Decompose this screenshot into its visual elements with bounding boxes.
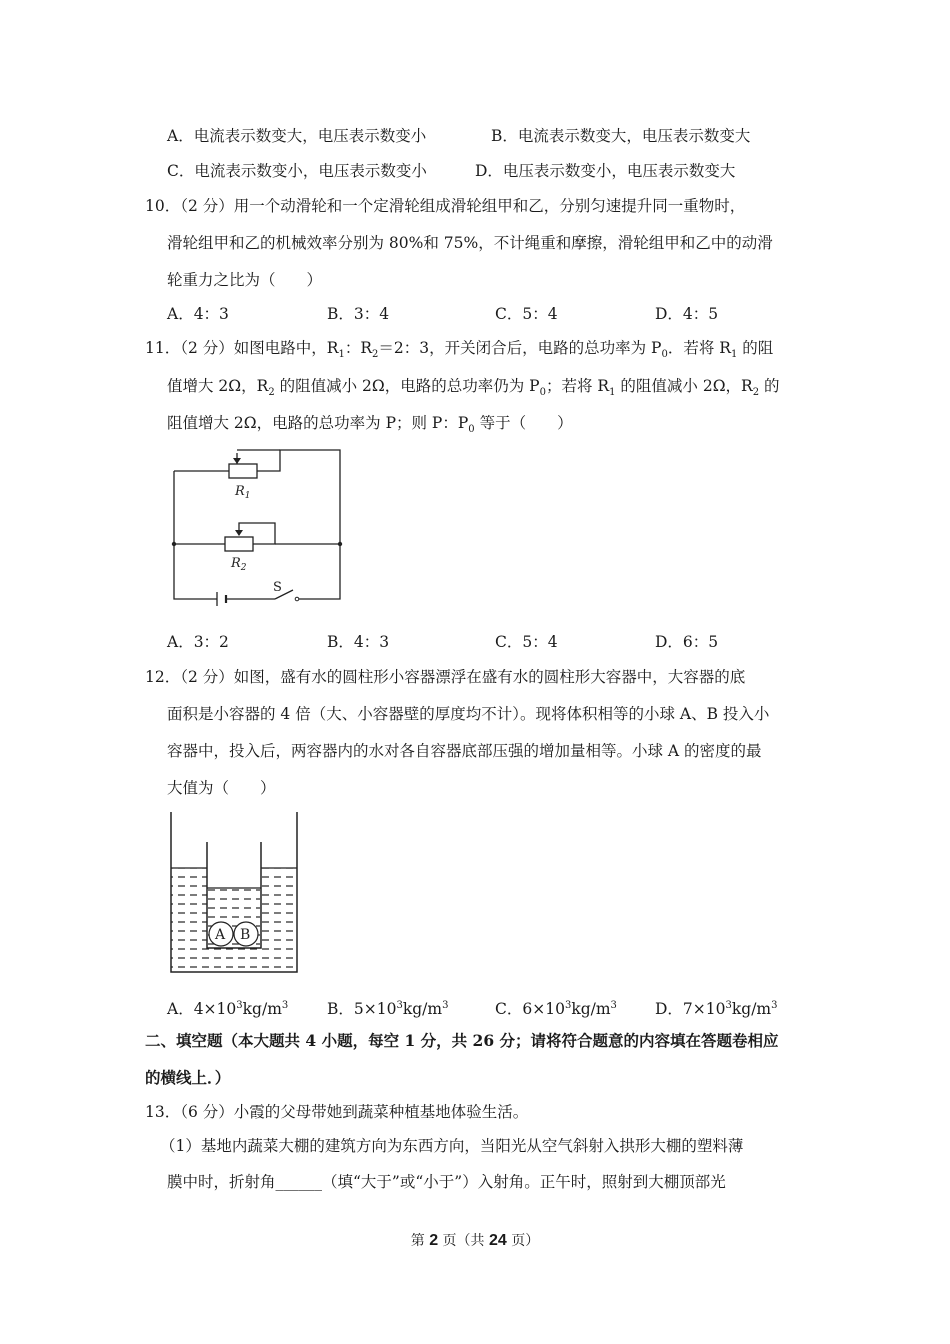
q12-line-1: 12．（2 分）如图，盛有水的圆柱形小容器漂浮在盛有水的圆柱形大容器中，大容器的底 (145, 668, 746, 686)
q11-option-c: C．5：4 (495, 633, 558, 651)
switch-label: S (273, 580, 282, 595)
q13-line-2: （1）基地内蔬菜大棚的建筑方向为东西方向，当阳光从空气斜射入拱形大棚的塑料薄 (160, 1137, 744, 1155)
circuit-diagram (165, 445, 355, 610)
q10-option-d: D．4：5 (655, 305, 719, 323)
ball-a-label: A (215, 927, 226, 943)
q9-option-c: C．电流表示数变小，电压表示数变小 (167, 162, 427, 180)
q12-option-c: C．$6\times 10^3kg/m^3$ (495, 1000, 617, 1019)
q10-line-2: 滑轮组甲和乙的机械效率分别为 80%和 75%，不计绳重和摩擦，滑轮组甲和乙中的动滑 (167, 234, 773, 252)
q10-option-a: A．4：3 (167, 305, 229, 323)
q13-line-1: 13．（6 分）小霞的父母带她到蔬菜种植基地体验生活。 (145, 1103, 529, 1121)
q12-option-d: D．$7\times 10^3kg/m^3$ (655, 1000, 778, 1019)
q11-option-b: B．4：3 (327, 633, 390, 651)
q10-option-c: C．5：4 (495, 305, 558, 323)
ball-b-label: B (240, 927, 251, 943)
containers-diagram (165, 810, 305, 980)
q11-line-1: 11．（2 分）如图电路中，$R_1$：$R_2=2$：3，开关闭合后，电路的总功率为 $P_0$．若将 $R_1$ 的阻 (145, 339, 774, 361)
r1-label: $R_1$ (235, 484, 251, 501)
q11-option-d: D．6：5 (655, 633, 719, 651)
q9-option-a: A．电流表示数变大，电压表示数变小 (167, 127, 427, 145)
q12-line-2: 面积是小容器的 4 倍（大、小容器壁的厚度均不计）。现将体积相等的小球 A、B 投入小 (167, 705, 770, 723)
q12-option-a: A．$4\times 10^3kg/m^3$ (167, 1000, 289, 1019)
q13-line-3: 膜中时，折射角______（填“大于”或“小于”）入射角。正午时，照射到大棚顶部光 (167, 1173, 726, 1191)
section-2-heading: 二、填空题（本大题共 4 小题，每空 1 分，共 26 分；请将符合题意的内容填在答题卷相应 (145, 1031, 779, 1050)
q11-line-2: 值增大 2Ω，$R_2$ 的阻值减小 2Ω，电路的总功率仍为 $P_0$；若将 $R_1$ 的阻值减小 2Ω，$R_2$ 的 (167, 377, 780, 399)
page-footer: 第 2 页（共 24 页） (410, 1232, 540, 1249)
section-2-heading-cont: 的横线上．） (145, 1068, 231, 1087)
r2-label: $R_2$ (231, 556, 247, 573)
q9-option-b: B．电流表示数变大，电压表示数变大 (491, 127, 751, 145)
q9-option-d: D．电压表示数变小，电压表示数变大 (475, 162, 736, 180)
q11-option-a: A．3：2 (167, 633, 229, 651)
q10-option-b: B．3：4 (327, 305, 390, 323)
q10-line-1: 10．（2 分）用一个动滑轮和一个定滑轮组成滑轮组甲和乙，分别匀速提升同一重物时， (145, 197, 746, 215)
q11-line-3: 阻值增大 2Ω，电路的总功率为 P；则 P：$P_0$ 等于（ ） (167, 414, 573, 436)
q12-option-b: B．$5\times 10^3kg/m^3$ (327, 1000, 449, 1019)
q12-line-4: 大值为（ ） (167, 779, 276, 797)
q10-line-3: 轮重力之比为（ ） (167, 271, 323, 289)
q12-line-3: 容器中，投入后，两容器内的水对各自容器底部压强的增加量相等。小球 A 的密度的最 (167, 742, 762, 760)
